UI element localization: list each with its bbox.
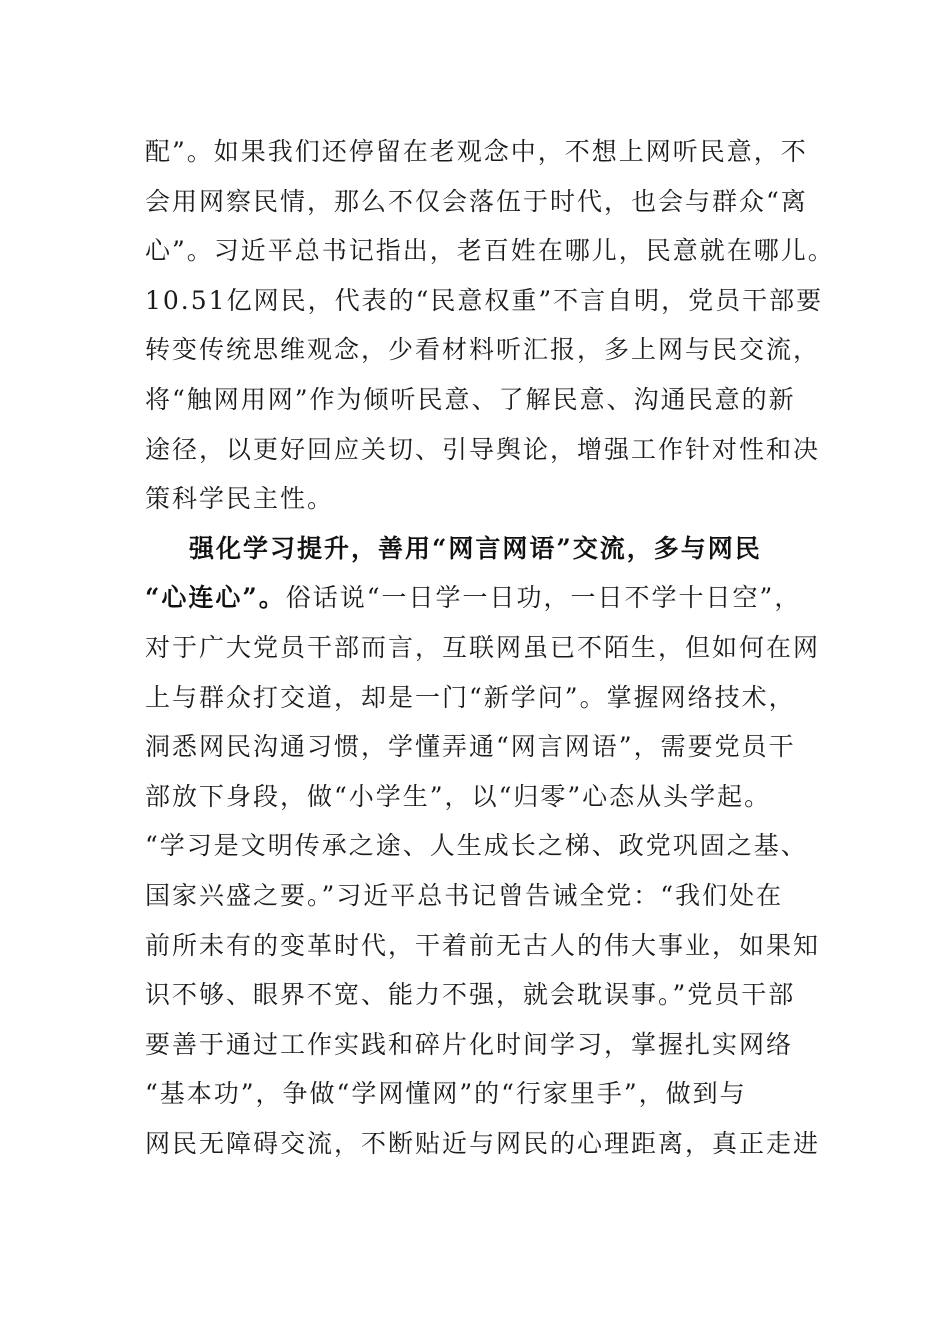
document-body: [145, 127, 835, 1168]
paragraph-1: [145, 127, 835, 524]
text-line: 上与群众打交道，却是一门“新学问”。掌握网络技术，: [145, 682, 796, 712]
text-line: 国家兴盛之要。”习近平总书记曾告诫全党：“我们处在: [145, 880, 784, 910]
text-line: 网民无障碍交流，不断贴近与网民的心理距离，真正走进: [145, 1128, 821, 1158]
text-line: 对于广大党员干部而言，互联网虽已不陌生，但如何在网: [145, 632, 821, 662]
text-line: 洞悉网民沟通习惯，学懂弄通“网言网语”，需要党员干: [145, 732, 796, 762]
text-line: 前所未有的变革时代，干着前无古人的伟大事业，如果知: [145, 930, 821, 960]
text-line: [145, 573, 813, 623]
text-line: 策科学民主性。: [145, 484, 335, 514]
text-line: 心”。习近平总书记指出，老百姓在哪儿，民意就在哪儿。: [145, 236, 835, 266]
text-line: 识不够、眼界不宽、能力不强，就会耽误事。”党员干部: [145, 980, 796, 1010]
text-line: “基本功”，争做“学网懂网”的“行家里手”，做到与: [145, 1079, 747, 1109]
text-line: 将“触网用网”作为倾听民意、了解民意、沟通民意的新: [145, 384, 796, 414]
paragraph-heading-end: “心连心”。: [145, 583, 286, 613]
text-line: 会用网察民情，那么不仅会落伍于时代，也会与群众“离: [145, 186, 808, 216]
text-line: 转变传统思维观念，少看材料听汇报，多上网与民交流，: [145, 335, 821, 365]
text-line: “学习是文明传承之途、人生成长之梯、政党巩固之基、: [145, 831, 808, 861]
text-line: 途径，以更好回应关切、引导舆论，增强工作针对性和决: [145, 434, 821, 464]
paragraph-heading: 强化学习提升，善用“网言网语”交流，多与网民: [189, 533, 762, 563]
paragraph-2: [145, 524, 821, 1169]
text-line: 10.51亿网民，代表的“民意权重”不言自明，党员干部要: [145, 285, 824, 315]
text-line: 部放下身段，做“小学生”，以“归零”心态从头学起。: [145, 781, 772, 811]
text-line-rest: 俗话说“一日学一日功，一日不学十日空”，: [285, 583, 802, 613]
text-line: 配”。如果我们还停留在老观念中，不想上网听民意，不: [145, 137, 808, 166]
text-line: 要善于通过工作实践和碎片化时间学习，掌握扎实网络: [145, 1029, 794, 1059]
